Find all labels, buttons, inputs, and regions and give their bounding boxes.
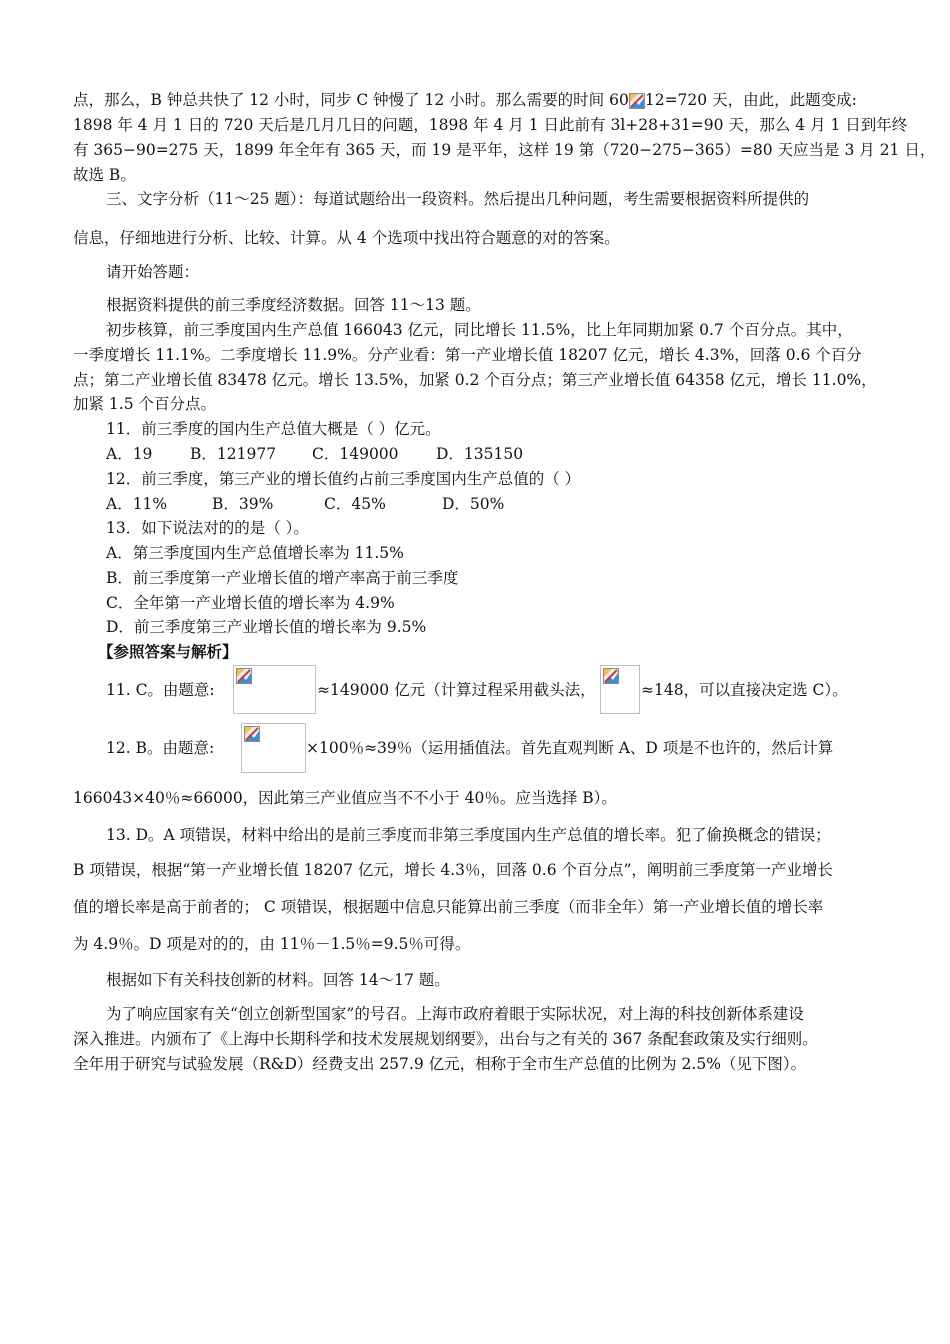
section3-line-1: 三、文字分析（11～25 题）：每道试题给出一段资料。然后提出几种问题，考生需要根据资料所提供的	[106, 190, 810, 208]
broken-image-icon	[244, 726, 260, 742]
q11-option-b: B．121977	[190, 445, 277, 463]
q12-option-b: B．39%	[212, 495, 274, 513]
answer-12-prefix: 12. B。由题意:	[106, 739, 215, 757]
broken-image-icon	[629, 93, 645, 109]
answer-12-line-2: 166043×40％≈66000，因此第三产业值应当不不小于 40％。应当选择 B）。	[73, 789, 617, 807]
q14-17-intro: 根据如下有关科技创新的材料。回答 14～17 题。	[106, 971, 450, 989]
material1-line-3: 点；第二产业增长值 83478 亿元。增长 13.5%，加紧 0.2 个百分点；第三产业增长值 64358 亿元，增长 11.0%，	[73, 371, 877, 389]
answer-11-mid: ≈149000 亿元（计算过程采用截头法，	[317, 681, 596, 699]
q13-option-a: A．第三季度国内生产总值增长率为 11.5%	[106, 544, 404, 562]
intro-line-4: 故选 B。	[73, 166, 136, 184]
intro-line-1	[73, 90, 883, 110]
formula-image-placeholder	[600, 665, 640, 714]
material1-line-4: 加紧 1.5 个百分点。	[73, 395, 217, 413]
answer-header: 【参照答案与解析】	[98, 642, 238, 661]
broken-image-icon	[603, 668, 619, 684]
q11-option-a: A．19	[106, 445, 153, 463]
answer-13-line-1: 13. D。A 项错误，材料中给出的是前三季度而非第三季度国内生产总值的增长率。犯了偷换概念的错误；	[106, 826, 831, 844]
answer-13-line-4: 为 4.9％。D 项是对的的，由 11％－1.5％=9.5％可得。	[73, 935, 471, 953]
q13-option-b: B．前三季度第一产业增长值的增产率高于前三季度	[106, 569, 459, 587]
q13-option-d: D．前三季度第三产业增长值的增长率为 9.5%	[106, 618, 427, 636]
formula-image-placeholder	[233, 665, 316, 714]
material1-line-1: 初步核算，前三季度国内生产总值 166043 亿元，同比增长 11.5%，比上年同期加紧 0.7 个百分点。其中，	[106, 321, 853, 339]
q12-options	[106, 494, 916, 514]
q11-stem: 11．前三季度的国内生产总值大概是（ ）亿元。	[106, 420, 441, 438]
section3-line-2: 信息，仔细地进行分析、比较、计算。从 4 个选项中找出符合题意的对的答案。	[73, 229, 620, 247]
material2-line-1: 为了响应国家有关“创立创新型国家”的号召。上海市政府着眼于实际状况，对上海的科技创新体系建设	[106, 1005, 804, 1023]
intro-line-2: 1898 年 4 月 1 日的 720 天后是几月几日的问题，1898 年 4 月 1 日此前有 3l+28+31=90 天，那么 4 月 1 日到年终	[73, 116, 908, 134]
answer-12-suffix: ×100％≈39％（运用插值法。首先直观判断 A、D 项是不也许的，然后计算	[306, 739, 834, 757]
q11-13-intro: 根据资料提供的前三季度经济数据。回答 11～13 题。	[106, 296, 481, 314]
q12-stem: 12．前三季度，第三产业的增长值约占前三季度国内生产总值的（ ）	[106, 470, 581, 488]
broken-image-icon	[236, 668, 252, 684]
intro-line-3: 有 365−90=275 天，1899 年全年有 365 天，而 19 是平年，这样 19 第（720−275−365）=80 天应当是 3 月 21 日，	[73, 141, 936, 159]
q11-option-c: C．149000	[312, 445, 399, 463]
intro-line-1b: 12=720 天，由此，此题变成:	[644, 91, 857, 109]
q12-option-c: C．45%	[324, 495, 386, 513]
start-prompt: 请开始答题：	[106, 263, 200, 281]
q13-option-c: C．全年第一产业增长值的增长率为 4.9%	[106, 594, 395, 612]
q13-stem: 13．如下说法对的的是（ ）。	[106, 519, 309, 537]
q12-option-d: D．50%	[442, 495, 505, 513]
intro-line-1a: 点，那么，B 钟总共快了 12 小时，同步 C 钟慢了 12 小时。那么需要的时间 60	[73, 91, 629, 109]
material1-line-2: 一季度增长 11.1%。二季度增长 11.9%。分产业看：第一产业增长值 18207 亿元，增长 4.3%，回落 0.6 个百分	[73, 346, 862, 364]
answer-13-line-2: B 项错误，根据“第一产业增长值 18207 亿元，增长 4.3％，回落 0.6 个百分点”，阐明前三季度第一产业增长	[73, 861, 833, 879]
answer-13-line-3: 值的增长率是高于前者的； C 项错误，根据题中信息只能算出前三季度（而非全年）第一产业增长值的增长率	[73, 898, 824, 916]
q11-options	[106, 444, 916, 464]
material2-line-2: 深入推进。内颁布了《上海中长期科学和技术发展规划纲要》，出台与之有关的 367 条配套政策及实行细则。	[73, 1030, 818, 1048]
material2-line-3: 全年用于研究与试验发展（R&D）经费支出 257.9 亿元，相称于全市生产总值的比例为 2.5%（见下图）。	[73, 1055, 807, 1073]
answer-11-suffix: ≈148，可以直接决定选 C）。	[641, 681, 848, 699]
formula-image-placeholder	[241, 723, 306, 773]
broken-image-icon	[629, 93, 645, 109]
q12-option-a: A．11%	[106, 495, 168, 513]
q11-option-d: D．135150	[436, 445, 524, 463]
answer-11-prefix: 11. C。由题意:	[106, 681, 215, 699]
